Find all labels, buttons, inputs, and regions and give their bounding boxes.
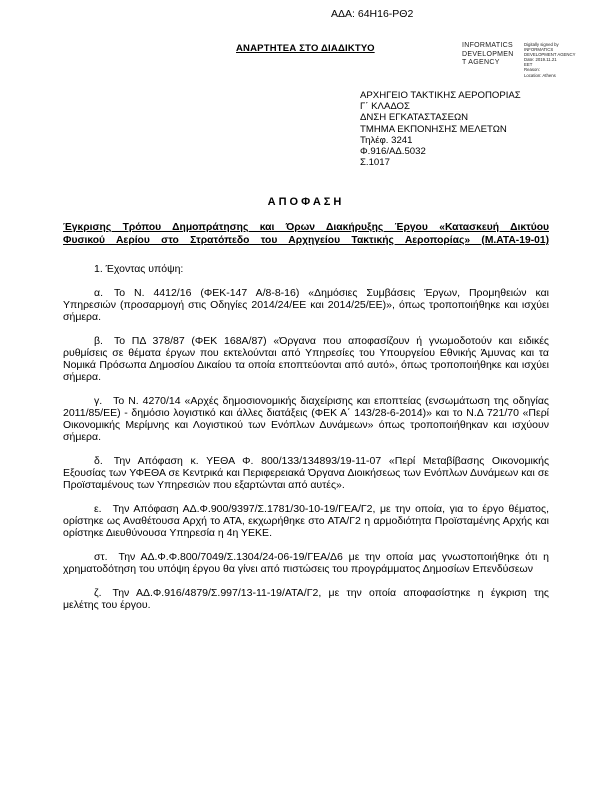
issuer-line: Σ.1017 xyxy=(360,157,390,169)
decision-heading: ΑΠΟΦΑΣΗ xyxy=(267,196,345,208)
signature-agency-line: DEVELOPMEN xyxy=(462,50,514,58)
signature-detail-line: INFORMATICS xyxy=(524,47,554,53)
consideration-item: α. Το Ν. 4412/16 (ΦΕΚ-147 Α/8-8-16) «Δημόσιες Συμβάσεις Έργων, Προμηθειών και Υπηρεσιών (προσαρμογή στις Οδηγίες 2014/24/ΕΕ και 2014/25/ΕΕ)», όπως τροποποιήθηκε και ισχύει σήμερα. xyxy=(63,287,549,323)
consideration-item-label: β. xyxy=(94,335,103,347)
issuer-line: ΔΝΣΗ ΕΓΚΑΤΑΣΤΑΣΕΩΝ xyxy=(360,112,469,124)
digital-signature-stamp xyxy=(462,42,604,78)
consideration-item: στ. Την ΑΔ.Φ.Φ.800/7049/Σ.1304/24-06-19/ΓΕΑ/Δ6 με την οποία μας γνωστοποιήθηκε ότι η χρηματοδότηση του υπόψη έργου θα γίνει από πιστώσεις του προγράμματος Δημοσίων Επενδύσεων xyxy=(63,551,549,575)
consideration-item-label: ε. xyxy=(94,503,102,515)
consideration-item-label: α. xyxy=(94,287,103,299)
issuer-line: ΑΡΧΗΓΕΙΟ ΤΑΚΤΙΚΗΣ ΑΕΡΟΠΟΡΙΑΣ xyxy=(360,90,521,101)
consideration-item: γ. Το Ν. 4270/14 «Αρχές δημοσιονομικής διαχείρισης και εποπτείας (ενσωμάτωση της οδηγίας 2011/85/ΕΕ) - δημόσιο λογιστικό και άλλες διατάξεις (ΦΕΚ Α΄ 143/28-6-2014)» και το Ν.Δ 721/70 «Περί Οικονομικής Μερίμνης και Λογιστικού των Ενόπλων Δυνάμεων» όπως τροποποιήθηκαν και ισχύουν σήμερα. xyxy=(63,395,549,443)
internet-posting-notice: ΑΝΑΡΤΗΤΕΑ ΣΤΟ ΔΙΑΔΙΚΤΥΟ xyxy=(236,43,375,54)
consideration-item: δ. Την Απόφαση κ. ΥΕΘΑ Φ. 800/133/134893/19-11-07 «Περί Μεταβίβασης Οικονομικής Εξουσίας των ΥΦΕΘΑ σε Κεντρικά και Περιφερειακά Όργανα Διοικήσεως των Ενόπλων Δυνάμεων και σε Προϊσταμένους των Υπηρεσιών που εξαρτώνται από αυτές». xyxy=(63,455,549,491)
subject-line: Φυσικού Αερίου στο Στρατόπεδο του Αρχηγείου Τακτικής Αεροπορίας» (Μ.ΑΤΑ-19-01) xyxy=(63,234,549,246)
signature-detail-line: DEVELOPMENT AGENCY xyxy=(524,52,576,58)
issuer-address-block xyxy=(360,90,521,168)
signature-agency-line: INFORMATICS xyxy=(462,42,514,49)
signature-detail-line: EET xyxy=(524,62,533,68)
subject-line: Έγκρισης Τρόπου Δημοπράτησης και Όρων Διακήρυξης Έργου «Κατασκευή Δικτύου xyxy=(63,222,549,233)
issuer-line: Γ΄ ΚΛΑΔΟΣ xyxy=(360,101,410,113)
consideration-item: ζ. Την ΑΔ.Φ.916/4879/Σ.997/13-11-19/ΑΤΑ/Γ2, με την οποία αποφασίστηκε η έγκριση της μελέτης του έργου. xyxy=(63,587,549,611)
signature-agency-name xyxy=(462,42,520,68)
issuer-line: ΤΜΗΜΑ ΕΚΠΟΝΗΣΗΣ ΜΕΛΕΤΩΝ xyxy=(360,123,507,135)
ada-code: ΑΔΑ: 64Η16-ΡΘ2 xyxy=(331,8,414,20)
signature-details xyxy=(524,42,604,78)
signature-detail-line: Date: 2019.11.21 xyxy=(524,57,557,63)
consideration-item-label: στ. xyxy=(94,551,108,563)
consideration-item: β. Το ΠΔ 378/87 (ΦΕΚ 168Α/87) «Όργανα που αποφασίζουν ή γνωμοδοτούν και ειδικές ρυθμίσεις σε θέματα έργων που εκτελούνται από Υπηρεσίες του Υπουργείου Εθνικής Άμυνας και τα Νομικά Πρόσωπα Δημοσίου Δικαίου τα οποία εποπτεύονται από αυτό», όπως τροποποιήθηκε και ισχύει σήμερα. xyxy=(63,335,549,383)
consideration-item-label: ζ. xyxy=(94,587,102,599)
considerations-list xyxy=(63,287,549,611)
consideration-item: ε. Την Απόφαση ΑΔ.Φ.900/9397/Σ.1781/30-10-19/ΓΕΑ/Γ2, με την οποία, για το έργο θέματος, ορίστηκε ως Αναθέτουσα Αρχή το ΑΤΑ, εκχωρήθηκε στο ΑΤΑ/Γ2 η αρμοδιότητα Προϊσταμένης Αρχής και ορίστηκε Διευθύνουσα Υπηρεσία η 4η ΥΕΚΕ. xyxy=(63,503,549,539)
signature-detail-line: Location: Athens xyxy=(524,72,556,78)
signature-detail-line: Digitally signed by xyxy=(524,42,559,47)
signature-agency-line: T AGENCY xyxy=(462,59,500,67)
intro-line: 1. Έχοντας υπόψη: xyxy=(94,263,184,275)
signature-detail-line: Reason: xyxy=(524,67,541,73)
consideration-item-label: δ. xyxy=(94,455,103,467)
document-body xyxy=(63,196,549,611)
issuer-line: Φ.916/ΑΔ.5032 xyxy=(360,146,426,158)
issuer-line: Τηλέφ. 3241 xyxy=(360,134,413,146)
consideration-item-label: γ. xyxy=(94,395,103,407)
subject-title xyxy=(63,222,549,247)
